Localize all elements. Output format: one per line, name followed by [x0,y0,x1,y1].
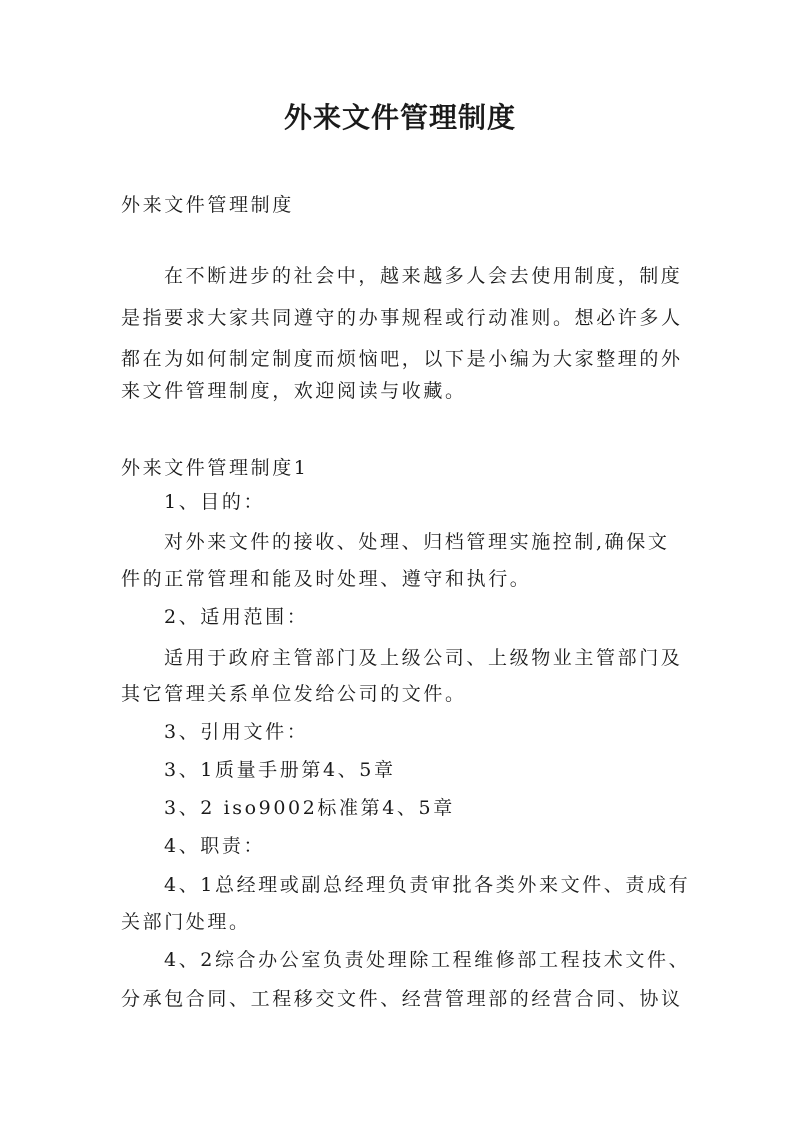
body-line: 3、2 iso9002标准第4、5章 [164,797,455,819]
body-line: 对外来文件的接收、处理、归档管理实施控制,确保文 [164,531,670,553]
body-line: 关部门处理。 [121,911,251,933]
document-subtitle: 外来文件管理制度 [121,194,294,216]
document-title: 外来文件管理制度 [283,101,516,134]
body-line: 3、引用文件： [164,721,309,743]
intro-paragraph-line: 是指要求大家共同遵守的办事规程或行动准则。想必许多人 [121,307,683,329]
body-line: 分承包合同、工程移交文件、经营管理部的经营合同、协议 [121,988,683,1010]
body-line: 1、目的： [164,491,266,513]
section-heading: 外来文件管理制度1 [121,457,309,479]
body-line: 4、2综合办公室负责处理除工程维修部工程技术文件、 [164,949,691,971]
body-line: 适用于政府主管部门及上级公司、上级物业主管部门及 [164,647,683,669]
intro-paragraph-line: 来文件管理制度，欢迎阅读与收藏。 [121,380,467,402]
intro-paragraph-line: 在不断进步的社会中，越来越多人会去使用制度，制度 [164,265,683,287]
body-line: 3、1质量手册第4、5章 [164,759,396,781]
body-line: 4、1总经理或副总经理负责审批各类外来文件、责成有 [164,874,691,896]
body-line: 其它管理关系单位发给公司的文件。 [121,683,467,705]
body-line: 件的正常管理和能及时处理、遵守和执行。 [121,568,532,590]
intro-paragraph-line: 都在为如何制定制度而烦恼吧，以下是小编为大家整理的外 [121,348,683,370]
body-line: 2、适用范围： [164,606,309,628]
body-line: 4、职责： [164,835,266,857]
